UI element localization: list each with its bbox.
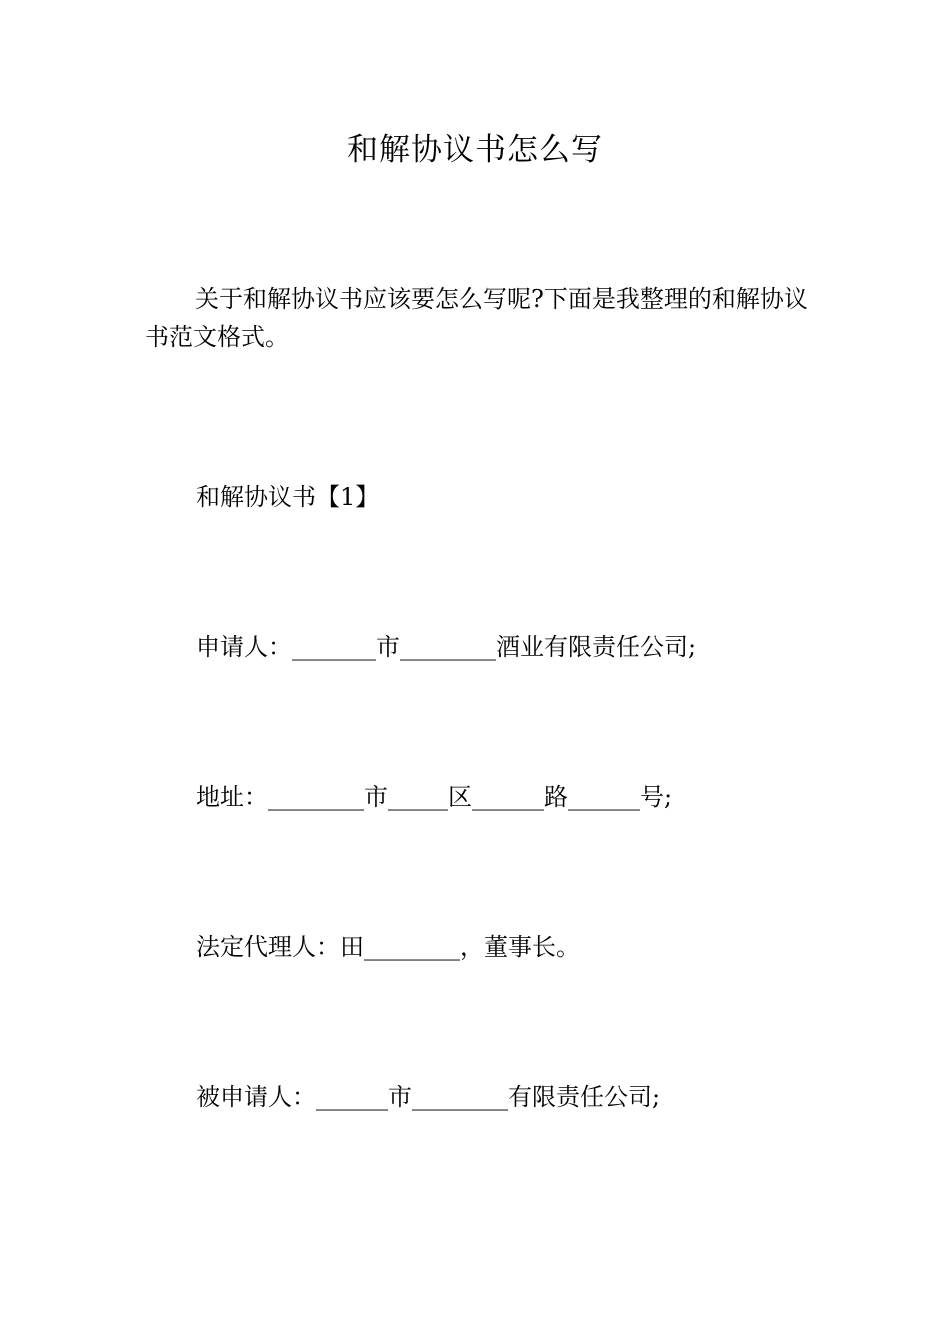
section-heading: 和解协议书【1】 <box>196 483 380 511</box>
applicant-line: 申请人：_______市________酒业有限责任公司; <box>196 633 697 661</box>
legal-representative-line: 法定代理人：田________，董事长。 <box>196 933 580 961</box>
address-line: 地址：________市_____区______路______号; <box>196 783 673 811</box>
respondent-line: 被申请人：______市________有限责任公司; <box>196 1083 661 1111</box>
document-title: 和解协议书怎么写 <box>347 132 603 168</box>
intro-paragraph: 关于和解协议书应该要怎么写呢?下面是我整理的和解协议书范文格式。 <box>145 285 808 351</box>
